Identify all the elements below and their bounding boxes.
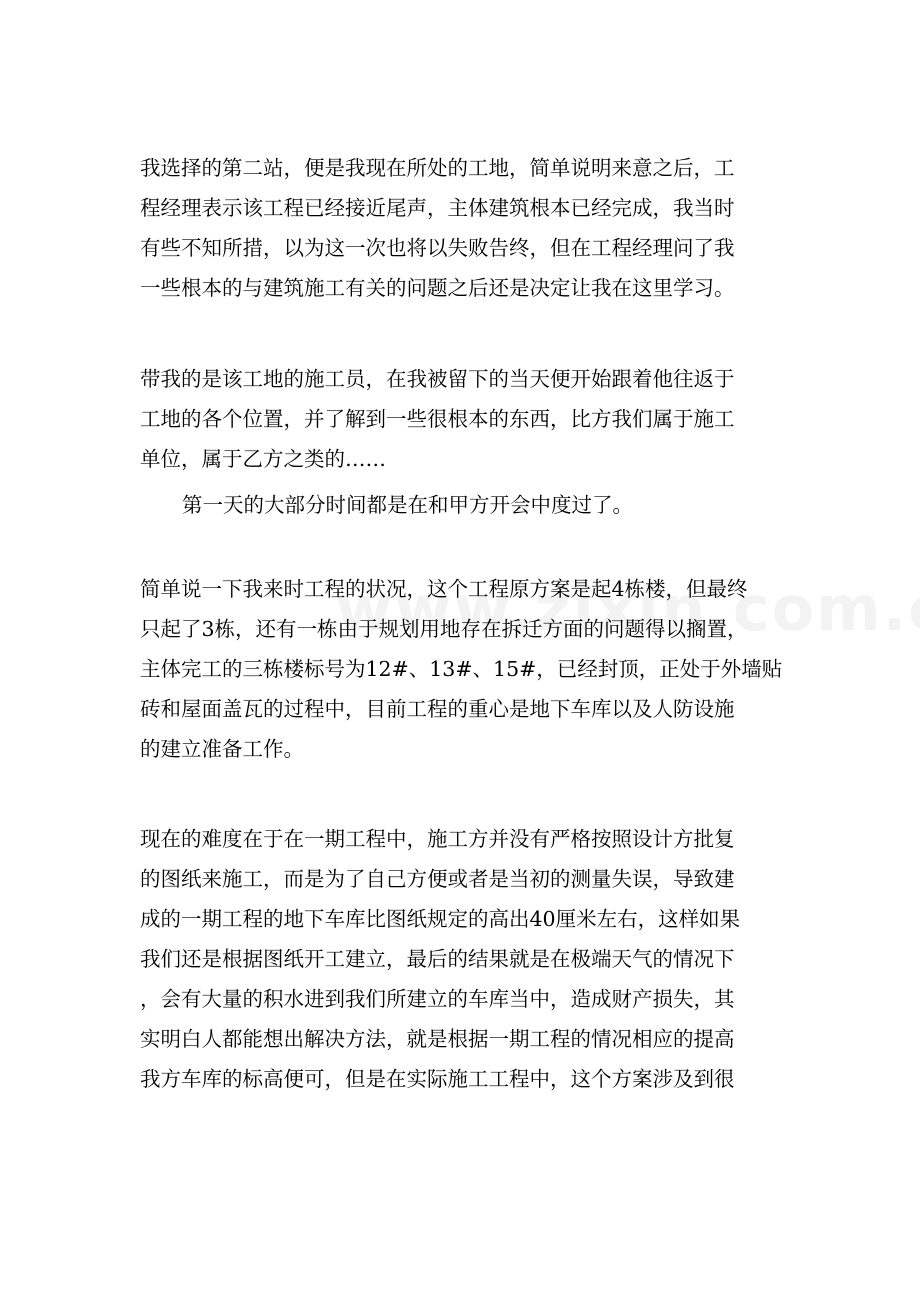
paragraph-line: 的图纸来施工，而是为了自己方便或者是当初的测量失误，导致建 — [140, 867, 735, 891]
paragraph-line: 现在的难度在于在一期工程中，施工方并没有严格按照设计方批复 — [140, 827, 735, 851]
paragraph-line: 单位，属于乙方之类的…… — [140, 447, 386, 471]
paragraph-line: 实明白人都能想出解决方法，就是根据一期工程的情况相应的提高 — [140, 1027, 735, 1051]
paragraph-line: 第一天的大部分时间都是在和甲方开会中度过了。 — [182, 493, 633, 517]
paragraph-line: 一些根本的与建筑施工有关的问题之后还是决定让我在这里学习。 — [140, 276, 735, 300]
paragraph-line: 带我的是该工地的施工员，在我被留下的当天便开始跟着他往返于 — [140, 367, 735, 391]
paragraph-line: 砖和屋面盖瓦的过程中，目前工程的重心是地下车库以及人防设施 — [140, 697, 735, 721]
paragraph-line: 工地的各个位置，并了解到一些很根本的东西，比方我们属于施工 — [140, 407, 735, 431]
paragraph-line: 我方车库的标高便可，但是在实际施工工程中，这个方案涉及到很 — [140, 1067, 735, 1091]
paragraph-line: 的建立准备工作。 — [140, 737, 304, 761]
paragraph-5 — [140, 819, 780, 1099]
paragraph-line: 程经理表示该工程已经接近尾声，主体建筑根本已经完成，我当时 — [140, 196, 735, 220]
paragraph-line: 我们还是根据图纸开工建立，最后的结果就是在极端天气的情况下 — [140, 947, 735, 971]
paragraph-line: 我选择的第二站，便是我现在所处的工地，简单说明来意之后，工 — [140, 156, 735, 180]
paragraph-line: ，会有大量的积水进到我们所建立的车库当中，造成财产损失，其 — [140, 987, 735, 1011]
paragraph-line: 简单说一下我来时工程的状况，这个工程原方案是起4栋楼，但最终 — [140, 577, 748, 601]
paragraph-line: 成的一期工程的地下车库比图纸规定的高出40厘米左右，这样如果 — [140, 907, 741, 931]
paragraph-2 — [140, 359, 780, 479]
paragraph-line: 有些不知所措，以为这一次也将以失败告终，但在工程经理问了我 — [140, 236, 735, 260]
paragraph-3 — [140, 485, 780, 525]
paragraph-1 — [140, 148, 780, 308]
paragraph-4 — [140, 569, 783, 769]
paragraph-line: 只起了3栋，还有一栋由于规划用地存在拆迁方面的问题得以搁置， — [140, 617, 748, 641]
paragraph-line: 主体完工的三栋楼标号为12#、13#、15#，已经封顶，正处于外墙贴 — [140, 657, 783, 681]
